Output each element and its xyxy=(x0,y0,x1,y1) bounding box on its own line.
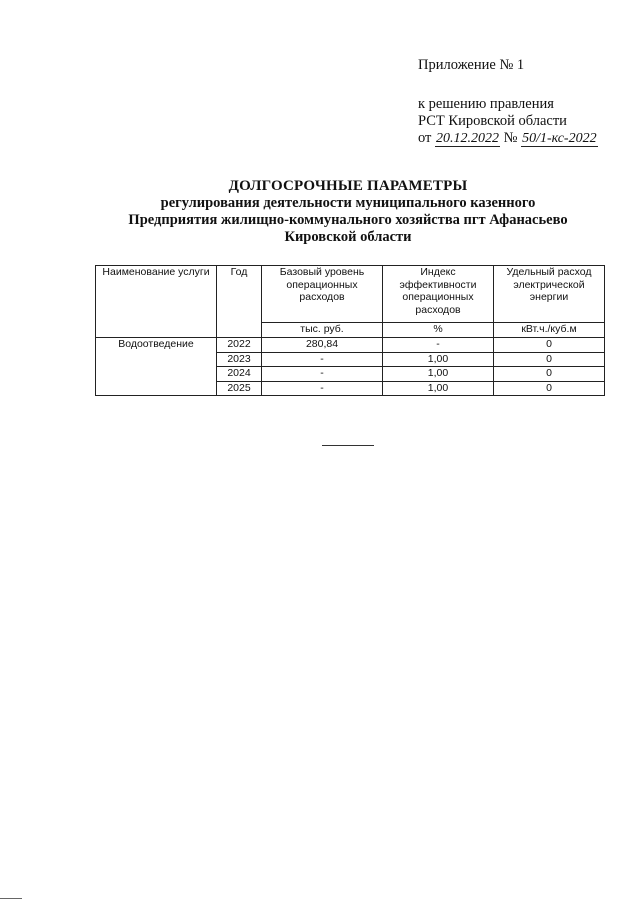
appendix-header xyxy=(418,57,598,147)
header-efficiency: Индекс эффективности операционных расходов xyxy=(383,266,494,323)
unit-efficiency: % xyxy=(383,323,494,338)
row-year: 2024 xyxy=(217,367,262,382)
row-year: 2022 xyxy=(217,338,262,353)
decision-date: 20.12.2022 xyxy=(436,131,500,146)
table-header-row xyxy=(96,266,605,323)
title-main: ДОЛГОСРОЧНЫЕ ПАРАМЕТРЫ xyxy=(228,178,468,194)
row-base-cost: - xyxy=(262,367,383,382)
service-name: Водоотведение xyxy=(96,338,217,396)
header-year: Год xyxy=(217,266,262,338)
header-base-cost: Базовый уровень операционных расходов xyxy=(262,266,383,323)
title-line-2: регулирования деятельности муниципального казенного xyxy=(160,195,536,211)
row-base-cost: - xyxy=(262,381,383,396)
header-service: Наименование услуги xyxy=(96,266,217,338)
row-efficiency: 1,00 xyxy=(383,367,494,382)
appendix-label: Приложение № 1 xyxy=(418,57,525,73)
row-efficiency: - xyxy=(383,338,494,353)
row-year: 2025 xyxy=(217,381,262,396)
row-year: 2023 xyxy=(217,352,262,367)
closing-divider xyxy=(322,445,374,446)
decision-number: 50/1-кс-2022 xyxy=(522,131,597,146)
row-base-cost: - xyxy=(262,352,383,367)
decision-line-2: РСТ Кировской области xyxy=(418,113,567,129)
row-efficiency: 1,00 xyxy=(383,352,494,367)
parameters-table xyxy=(95,265,605,396)
header-energy: Удельный расход электрической энергии xyxy=(494,266,605,323)
row-base-cost: 280,84 xyxy=(262,338,383,353)
date-prefix: от xyxy=(418,130,432,146)
row-energy: 0 xyxy=(494,338,605,353)
unit-base-cost: тыс. руб. xyxy=(262,323,383,338)
title-line-4: Кировской области xyxy=(284,229,412,245)
row-energy: 0 xyxy=(494,352,605,367)
number-prefix: № xyxy=(503,130,518,146)
unit-energy: кВт.ч./куб.м xyxy=(494,323,605,338)
decision-date-line xyxy=(418,130,598,147)
row-efficiency: 1,00 xyxy=(383,381,494,396)
document-title xyxy=(60,178,636,246)
row-energy: 0 xyxy=(494,367,605,382)
row-energy: 0 xyxy=(494,381,605,396)
decision-line-1: к решению правления xyxy=(418,96,554,112)
title-line-3: Предприятия жилищно-коммунального хозяйства пгт Афанасьево xyxy=(128,212,568,228)
table-row xyxy=(96,338,605,353)
page-edge-mark xyxy=(0,898,22,899)
